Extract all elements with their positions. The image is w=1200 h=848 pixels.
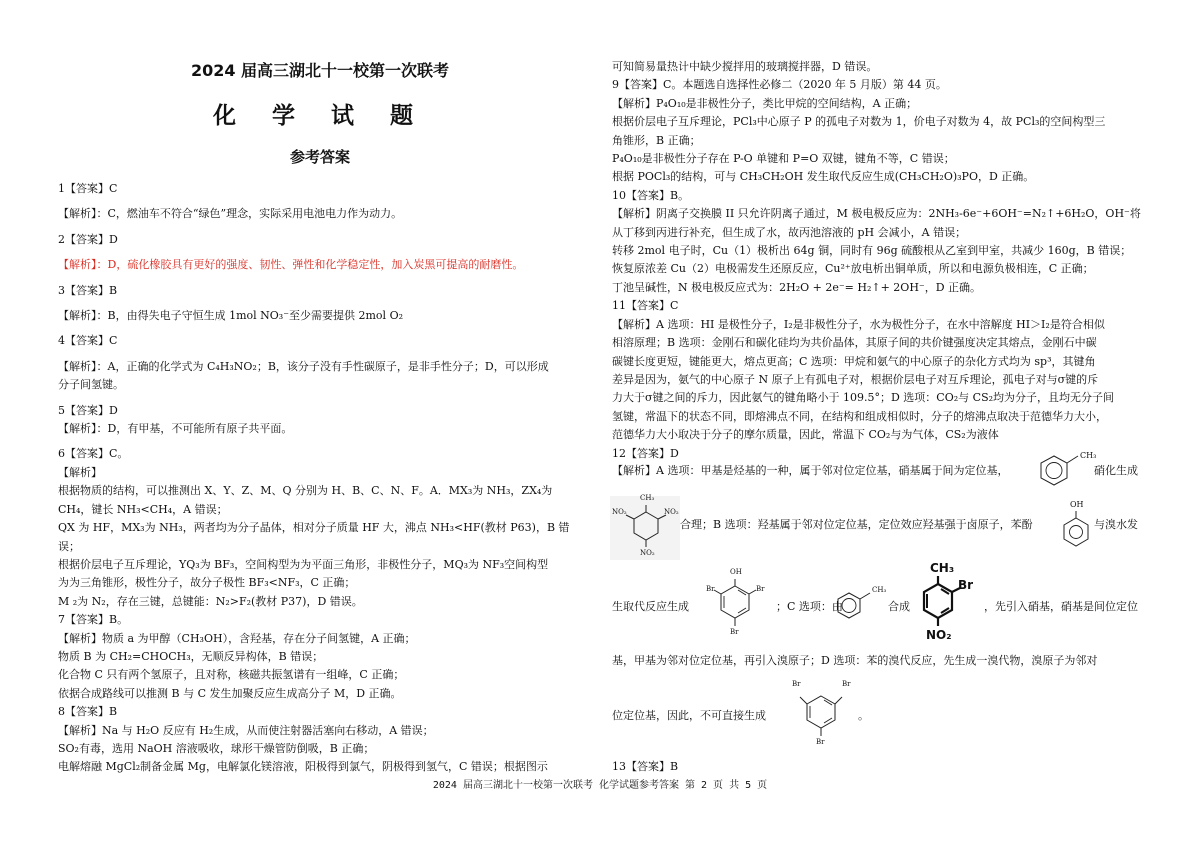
explanation-5: 【解析】：D，有甲基，不可能所有原子共平面。 <box>58 422 293 436</box>
tbp-br-label: Br <box>756 585 765 593</box>
page-footer: 2024 届高三湖北十一校第一次联考 化学试题参考答案 第 2 页 共 5 页 <box>432 780 768 791</box>
explanation-7-line: 依据合成路线可以推测 B 与 C 发生加聚反应生成高分子 M，D 正确。 <box>58 686 402 700</box>
explanation-12-text: ，先引入硝基，硝基是间位定位 <box>984 600 1138 613</box>
explanation-6-line: CH₄，键长 NH₃<CH₄，A 错误； <box>58 502 228 516</box>
explanation-12-text: 硝化生成 <box>1094 464 1138 477</box>
explanation-12-text: 合理；B 选项：羟基属于邻对位定位基，定位效应羟基强于卤原子，苯酚 <box>680 518 1033 531</box>
ch3-label: CH₃ <box>1080 451 1097 460</box>
explanation-7-line: 物质 B 为 CH₂=CHOCH₃，无顺反异构体，B 错误； <box>58 649 324 663</box>
right-column <box>612 58 1152 463</box>
subject-title: 化 学 试 题 <box>212 103 428 129</box>
tbp-br-label: Br <box>706 585 715 593</box>
explanation-10-line: 丁池呈碱性，N 极电极反应式为：2H₂O + 2e⁻= H₂↑+ 2OH⁻，D 正确。 <box>612 280 982 294</box>
answer-6: 6【答案】C。 <box>58 447 129 461</box>
explanation-8-line: 【解析】Na 与 H₂O 反应有 H₂生成，从而使注射器活塞向右移动，A 错误； <box>58 723 434 737</box>
explanation-12-text: 生取代反应生成 <box>612 600 689 613</box>
explanation-10-line: 转移 2mol 电子时，Cu（1）极析出 64g 铜，同时有 96g 硫酸根从乙室到甲室，共减少 160g，B 错误； <box>612 244 1132 258</box>
tbp-oh-label: OH <box>730 568 742 576</box>
explanation-9-line: 根据价层电子互斥理论，PCl₃中心原子 P 的孤电子对数为 1，价电子对数为 4，故 PCl₃的空间构型三 <box>612 115 1106 129</box>
explanation-10-line: 从丁移到丙进行补充，但生成了水，故丙池溶液的 pH 会减小，A 错误； <box>612 225 967 239</box>
explanation-11-line: 氢键，常温下的状态不同，即熔沸点不同，在结构和组成相似时，分子的熔沸点取决于范德华力大小， <box>612 409 1107 423</box>
explanation-1: 【解析】：C，燃油车不符合“绿色”理念，实际采用电池电力作为动力。 <box>58 207 403 221</box>
explanation-10-line: 恢复原浓差 Cu（2）电极需发生还原反应，Cu²⁺放电析出铜单质，所以和电源负极相连，C 正确； <box>612 262 1094 276</box>
answer-10: 10【答案】B。 <box>612 188 690 202</box>
explanation-9-line: 角锥形，B 正确； <box>612 133 701 147</box>
tbb-br-label: Br <box>816 738 825 746</box>
explanation-12-text: ；C 选项：由 <box>776 600 843 613</box>
explanation-12-text: 合成 <box>888 600 910 613</box>
phenol-oh-label: OH <box>1070 500 1084 509</box>
explanation-6-line: 根据价层电子互斥理论，YQ₃为 BF₃，空间构型为为平面三角形，非极性分子，MQ₃为 NF₃空间构型 <box>58 557 549 571</box>
explanation-12-text: 【解析】A 选项：甲基是烃基的一种，属于邻对位定位基，硝基属于间为定位基， <box>612 464 1009 477</box>
explanation-12-text: 基，甲基为邻对位定位基，再引入溴原子；D 选项：苯的溴代反应，先生成一溴代物，溴原子为邻对 <box>612 654 1098 667</box>
explanation-11-line: 范德华力大小取决于分子的摩尔质量，因此，常温下 CO₂与为气体，CS₂为液体 <box>612 428 999 442</box>
page-subtitle: 参考答案 <box>289 148 350 166</box>
explanation-6-line: QX 为 HF，MX₃为 NH₃，两者均为分子晶体，相对分子质量 HF 大，沸点 NH₃<HF(教材 P63)，B 错 <box>58 521 570 535</box>
answer-13: 13【答案】B <box>612 760 679 773</box>
explanation-6-line: 误； <box>58 539 80 553</box>
answer-5: 5【答案】D <box>58 403 118 417</box>
answer-8: 8【答案】B <box>58 705 118 719</box>
target-ch3-label: CH₃ <box>930 561 955 575</box>
answer-1: 1【答案】C <box>58 182 118 195</box>
explanation-6-line: 根据物质的结构，可以推测出 X、Y、Z、M、Q 分别为 H、B、C、N、F。A．MX₃为 NH₃，ZX₄为 <box>58 484 553 498</box>
answer-4: 4【答案】C <box>58 334 118 348</box>
explanation-12-text: 。 <box>858 709 869 722</box>
explanation-4-cont: 分子间氢键。 <box>58 378 124 392</box>
tnt-no2-label: NO₂ <box>640 549 655 557</box>
explanation-8-line: SO₂有毒，选用 NaOH 溶液吸收，球形干燥管防倒吸，B 正确； <box>58 741 375 755</box>
target-no2-label: NO₂ <box>926 628 952 642</box>
explanation-8-end: 可知简易量热计中缺少搅拌用的玻璃搅拌器，D 错误。 <box>612 60 878 73</box>
explanation-11-line: 碳键长度更短，键能更大，熔点更高；C 选项：甲烷和氨气的中心原子的杂化方式均为 sp³，其键角 <box>612 354 1096 368</box>
explanation-2: 【解析】：D，硫化橡胶具有更好的强度、韧性、弹性和化学稳定性，加入炭黑可提高的耐磨性。 <box>58 258 524 272</box>
tnt-no2-label: NO₂ <box>612 508 627 516</box>
tbb-br-label: Br <box>792 680 801 688</box>
explanation-11-line: 相溶原理；B 选项：金刚石和碳化硅均为共价晶体，其原子间的共价键强度决定其熔点，金刚石中碳 <box>612 336 1097 350</box>
left-column <box>58 180 588 777</box>
answer-2: 2【答案】D <box>58 232 118 246</box>
explanation-11-line: 力大于σ键之间的斥力，因此氨气的键角略小于 109.5°；D 选项：CO₂与 CS₂均为分子，且均无分子间 <box>612 391 1115 405</box>
answer-9: 9【答案】C。本题选自选择性必修二（2020 年 5 月版）第 44 页。 <box>612 78 947 92</box>
answer-12: 12【答案】D <box>612 446 679 460</box>
tbp-br-label: Br <box>730 628 739 636</box>
answer-7: 7【答案】B。 <box>58 613 129 627</box>
tbb-br-label: Br <box>842 680 851 688</box>
target-br-label: Br <box>958 578 974 592</box>
explanation-10-line: 【解析】阴离子交换膜 II 只允许阴离子通过，M 极电极反应为：2NH₃-6e⁻+6OH⁻=N₂↑+6H₂O，OH⁻将 <box>612 207 1141 221</box>
tnt-no2-label: NO₂ <box>664 508 679 516</box>
explanation-3: 【解析】：B，由得失电子守恒生成 1mol NO₃⁻至少需要提供 2mol O₂ <box>58 309 403 323</box>
explanation-11-line: 【解析】A 选项：HI 是极性分子，I₂是非极性分子，水为极性分子，在水中溶解度 HI＞I₂是符合相似 <box>612 317 1105 331</box>
tnt-ch3-label: CH₃ <box>640 494 655 502</box>
explanation-4: 【解析】：A，正确的化学式为 C₄H₃NO₂；B，该分子没有手性碳原子，是非手性分子；D，可以形成 <box>58 359 549 373</box>
explanation-7-line: 化合物 C 只有两个氢原子，且对称，核磁共振氢谱有一组峰，C 正确； <box>58 668 405 682</box>
explanation-12-text: 位定位基，因此，不可直接生成 <box>612 709 766 722</box>
explanation-7-line: 【解析】物质 a 为甲醇（CH₃OH），含羟基，存在分子间氢键，A 正确； <box>58 631 416 645</box>
explanation-9-line: 根据 POCl₃的结构，可与 CH₃CH₂OH 发生取代反应生成(CH₃CH₂O)₃PO，D 正确。 <box>612 170 1035 184</box>
answer-11: 11【答案】C <box>612 299 679 313</box>
explanation-9-line: 【解析】P₄O₁₀是非极性分子，类比甲烷的空间结构，A 正确； <box>612 96 918 110</box>
explanation-12-text: 与溴水发 <box>1094 518 1138 531</box>
explanation-6-line: M ₂为 N₂，存在三键，总键能：N₂>F₂(教材 P37)，D 错误。 <box>58 594 363 608</box>
explanation-9-line: P₄O₁₀是非极性分子存在 P-O 单键和 P=O 双键，键角不等，C 错误； <box>612 152 955 166</box>
ch3-label: CH₃ <box>872 586 887 594</box>
explanation-8-line: 电解熔融 MgCl₂制备金属 Mg，电解氯化镁溶液，阳极得到氯气，阴极得到氢气，C 错误；根据图示 <box>58 760 548 774</box>
explanation-11-line: 差异是因为，氨气的中心原子 N 原子上有孤电子对，根据价层电子对互斥理论，孤电子对与σ键的斥 <box>612 372 1099 386</box>
q12-line-2 <box>680 516 1033 534</box>
answer-3: 3【答案】B <box>58 283 118 297</box>
page-title: 2024 届高三湖北十一校第一次联考 <box>190 61 450 80</box>
explanation-6-line: 为为三角锥形，极性分子，故分子极性 BF₃<NF₃，C 正确； <box>58 576 356 590</box>
explanation-6-heading: 【解析】 <box>58 465 102 479</box>
